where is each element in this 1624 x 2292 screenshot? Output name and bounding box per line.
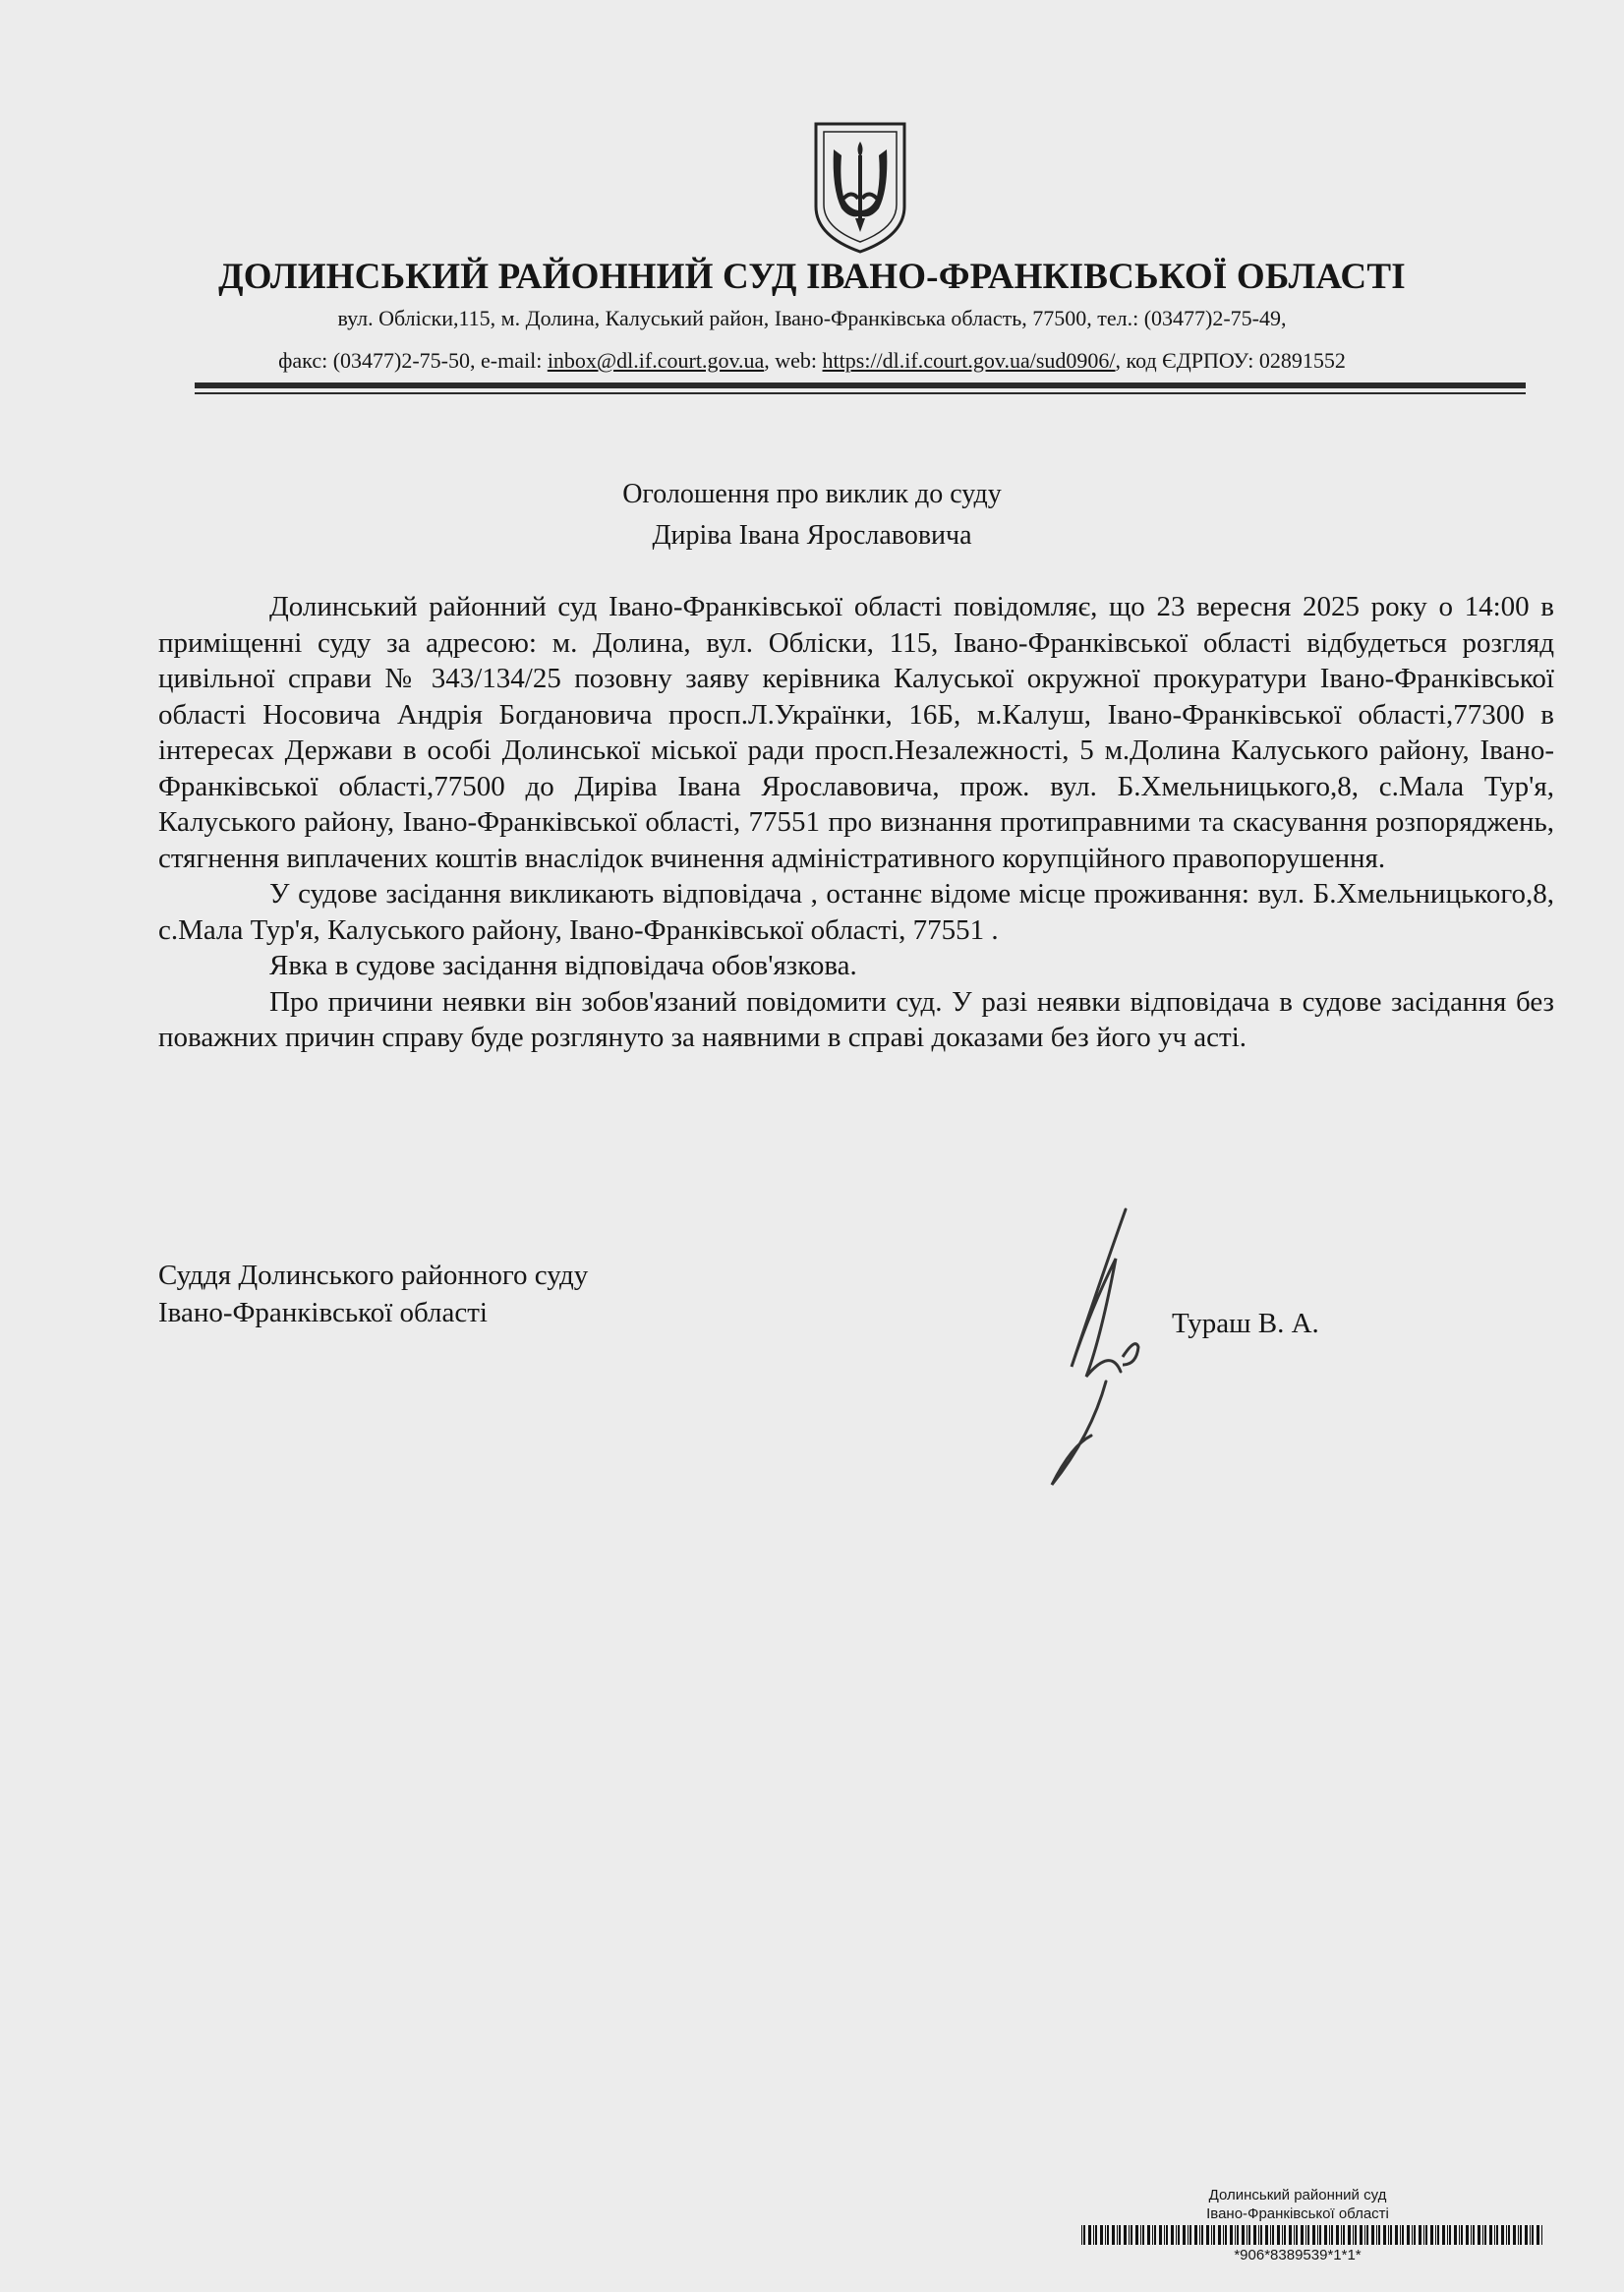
- barcode-bar: [1454, 2225, 1457, 2245]
- barcode-bar: [1140, 2225, 1141, 2245]
- barcode-bar: [1442, 2225, 1445, 2245]
- barcode-bar: [1482, 2225, 1483, 2245]
- barcode-bar: [1390, 2225, 1392, 2245]
- barcode-bar: [1412, 2225, 1413, 2245]
- barcode-bar: [1152, 2225, 1153, 2245]
- barcode-bar: [1159, 2225, 1162, 2245]
- barcode-bar: [1206, 2225, 1209, 2245]
- barcode-bar: [1253, 2225, 1256, 2245]
- barcode-bar: [1447, 2225, 1448, 2245]
- barcode-bar: [1466, 2225, 1469, 2245]
- barcode-bar: [1119, 2225, 1121, 2245]
- barcode-bar: [1294, 2225, 1295, 2245]
- barcode-bar: [1124, 2225, 1127, 2245]
- barcode-number: *906*8389539*1*1*: [1234, 2247, 1362, 2263]
- barcode-bar: [1083, 2225, 1085, 2245]
- barcode-bar: [1237, 2225, 1239, 2245]
- barcode-bar: [1364, 2225, 1365, 2245]
- barcode-bar: [1506, 2225, 1507, 2245]
- barcode-bar: [1494, 2225, 1495, 2245]
- barcode-bar: [1189, 2225, 1191, 2245]
- barcode-bar: [1430, 2225, 1433, 2245]
- court-contacts: [147, 348, 1477, 374]
- barcode-bar: [1518, 2225, 1519, 2245]
- barcode-bar: [1093, 2225, 1094, 2245]
- barcode-bar: [1301, 2225, 1304, 2245]
- barcode-bar: [1471, 2225, 1472, 2245]
- barcode-bar: [1530, 2225, 1531, 2245]
- barcode-bar: [1541, 2225, 1542, 2245]
- barcode-bar: [1508, 2225, 1510, 2245]
- handwritten-signature: [1032, 1200, 1209, 1495]
- barcode-bar: [1272, 2225, 1274, 2245]
- barcode-bar: [1100, 2225, 1103, 2245]
- barcode-bar: [1341, 2225, 1342, 2245]
- barcode-bar: [1343, 2225, 1345, 2245]
- barcode-bar: [1105, 2225, 1106, 2245]
- stamp-region: Івано-Франківської області: [1206, 2205, 1389, 2222]
- barcode-bar: [1284, 2225, 1286, 2245]
- barcode-bar: [1248, 2225, 1250, 2245]
- email-link[interactable]: inbox@dl.if.court.gov.ua: [547, 348, 765, 373]
- barcode-bar: [1194, 2225, 1197, 2245]
- barcode-bar: [1218, 2225, 1221, 2245]
- barcode-bar: [1081, 2225, 1082, 2245]
- barcode-bar: [1537, 2225, 1539, 2245]
- barcode-bar: [1360, 2225, 1363, 2245]
- barcode-bar: [1437, 2225, 1439, 2245]
- fax-label: факс: (03477)2-75-50, e-mail:: [278, 348, 548, 373]
- barcode-bar: [1305, 2225, 1306, 2245]
- barcode-bar: [1129, 2225, 1130, 2245]
- barcode-bar: [1171, 2225, 1174, 2245]
- court-name: ДОЛИНСЬКИЙ РАЙОННИЙ СУД ІВАНО-ФРАНКІВСЬКОЇ ОБЛАСТІ: [218, 257, 1406, 297]
- header-divider-thick: [195, 382, 1526, 388]
- barcode-bar: [1178, 2225, 1180, 2245]
- barcode-bar: [1258, 2225, 1259, 2245]
- barcode-bar: [1230, 2225, 1233, 2245]
- barcode-bar: [1331, 2225, 1333, 2245]
- barcode-bar: [1147, 2225, 1150, 2245]
- barcode-bar: [1383, 2225, 1386, 2245]
- barcode-bar: [1336, 2225, 1339, 2245]
- barcode-bar: [1270, 2225, 1271, 2245]
- web-link[interactable]: https://dl.if.court.gov.ua/sud0906/: [822, 348, 1116, 373]
- barcode-bar: [1425, 2225, 1427, 2245]
- barcode-bar: [1289, 2225, 1292, 2245]
- barcode-bar: [1348, 2225, 1351, 2245]
- barcode-bar: [1324, 2225, 1327, 2245]
- judge-position-line: Івано-Франківської області: [158, 1297, 488, 1328]
- body-paragraph: У судове засідання викликають відповідача , останнє відоме місце проживання: вул. Б.Хмельницького,8, с.Мала Тур'я, Калуського району, Івано-Франківської області, 77551 .: [158, 878, 1554, 946]
- barcode-bar: [1307, 2225, 1309, 2245]
- barcode-bar: [1154, 2225, 1156, 2245]
- barcode-bar: [1489, 2225, 1492, 2245]
- barcode-bar: [1513, 2225, 1516, 2245]
- judge-position: [158, 1257, 588, 1331]
- barcode-bar: [1235, 2225, 1236, 2245]
- barcode-bar: [1459, 2225, 1460, 2245]
- barcode-bar: [1164, 2225, 1165, 2245]
- barcode-bar: [1260, 2225, 1262, 2245]
- notice-body: [158, 589, 1554, 1056]
- barcode-bar: [1400, 2225, 1401, 2245]
- barcode-bar: [1371, 2225, 1374, 2245]
- barcode-bar: [1461, 2225, 1463, 2245]
- barcode-bar: [1095, 2225, 1097, 2245]
- edrpou-code: , код ЄДРПОУ: 02891552: [1115, 348, 1346, 373]
- barcode-bar: [1223, 2225, 1224, 2245]
- header-divider-thin: [195, 392, 1526, 394]
- barcode-bar: [1199, 2225, 1200, 2245]
- barcode-bar: [1496, 2225, 1498, 2245]
- barcode-bar: [1395, 2225, 1398, 2245]
- barcode-bar: [1166, 2225, 1168, 2245]
- barcode-bar: [1107, 2225, 1109, 2245]
- barcode-bar: [1353, 2225, 1354, 2245]
- judge-position-line: Суддя Долинського районного суду: [158, 1260, 589, 1291]
- stamp-court-name: Долинський районний суд: [1208, 2187, 1387, 2204]
- barcode-bar: [1201, 2225, 1203, 2245]
- barcode-bar: [1211, 2225, 1212, 2245]
- barcode-bar: [1312, 2225, 1315, 2245]
- barcode-bar: [1388, 2225, 1389, 2245]
- body-paragraph: Долинський районний суд Івано-Франківської області повідомляє, що 23 вересня 2025 року о 14:00 в приміщенні суду за адресою: м. Долина, вул. Обліски, 115, Івано-Франківської області відбудеться розгляд цивільної справи № 343/134/25 позовну заяву керівника Калуської окружної прокуратури Івано-Франківської області Носовича Андрія Богдановича просп.Л.Українки, 16Б, м.Калуш, Івано-Франківської області,77300 в інтересах Держави в особі Долинської міської ради просп.Незалежності, 5 м.Долина Калуського району, Івано-Франківської області,77500 до Диріва Івана Ярославовича, прож. вул. Б.Хмельницького,8, с.Мала Тур'я, Калуського району, Івано-Франківської області, 77551 про визнання протиправними та скасування розпоряджень, стягнення виплачених коштів внаслідок вчинення адміністративного корупційного правопорушення.: [158, 591, 1554, 874]
- body-paragraph: Про причини неявки він зобов'язаний повідомити суд. У разі неявки відповідача в судове засідання без поважних причин справу буде розглянуто за наявними в справі доказами без його уч асті.: [158, 985, 1554, 1053]
- web-label: , web:: [764, 348, 823, 373]
- barcode-bar: [1176, 2225, 1177, 2245]
- barcode-bar: [1112, 2225, 1115, 2245]
- barcode-bar: [1142, 2225, 1144, 2245]
- barcode-bar: [1117, 2225, 1118, 2245]
- barcode-bar: [1225, 2225, 1227, 2245]
- barcode-bar: [1183, 2225, 1186, 2245]
- barcode-bar: [1329, 2225, 1330, 2245]
- trident-coat-of-arms-icon: [812, 120, 908, 256]
- court-address: вул. Обліски,115, м. Долина, Калуський район, Івано-Франківська область, 77500, тел.: (03477)2-75-49,: [337, 306, 1287, 330]
- barcode-bar: [1449, 2225, 1451, 2245]
- barcode-bar: [1296, 2225, 1298, 2245]
- barcode-bar: [1277, 2225, 1280, 2245]
- barcode-bar: [1501, 2225, 1504, 2245]
- barcode-bar: [1242, 2225, 1245, 2245]
- body-paragraph: Явка в судове засідання відповідача обов'язкова.: [269, 950, 857, 981]
- barcode-bar: [1088, 2225, 1091, 2245]
- barcode-bar: [1423, 2225, 1424, 2245]
- barcode-bar: [1473, 2225, 1475, 2245]
- notice-subject: Диріва Івана Ярославовича: [652, 520, 972, 551]
- barcode-bar: [1484, 2225, 1486, 2245]
- document-barcode: [1081, 2225, 1545, 2245]
- barcode-bar: [1435, 2225, 1436, 2245]
- barcode-bar: [1532, 2225, 1534, 2245]
- barcode-bar: [1378, 2225, 1380, 2245]
- barcode-bar: [1419, 2225, 1421, 2245]
- barcode-bar: [1525, 2225, 1528, 2245]
- barcode-bar: [1188, 2225, 1189, 2245]
- barcode-bar: [1319, 2225, 1321, 2245]
- barcode-bar: [1355, 2225, 1357, 2245]
- barcode-bar: [1478, 2225, 1480, 2245]
- barcode-bar: [1265, 2225, 1268, 2245]
- barcode-bar: [1282, 2225, 1283, 2245]
- barcode-bar: [1366, 2225, 1368, 2245]
- barcode-bar: [1317, 2225, 1318, 2245]
- notice-title: Оголошення про виклик до суду: [622, 479, 1002, 509]
- barcode-bar: [1213, 2225, 1215, 2245]
- barcode-bar: [1135, 2225, 1138, 2245]
- barcode-bar: [1414, 2225, 1416, 2245]
- barcode-bar: [1407, 2225, 1410, 2245]
- barcode-bar: [1376, 2225, 1377, 2245]
- barcode-bar: [1131, 2225, 1132, 2245]
- barcode-bar: [1402, 2225, 1404, 2245]
- judge-name: Тураш В. А.: [1172, 1308, 1319, 1339]
- barcode-bar: [1520, 2225, 1522, 2245]
